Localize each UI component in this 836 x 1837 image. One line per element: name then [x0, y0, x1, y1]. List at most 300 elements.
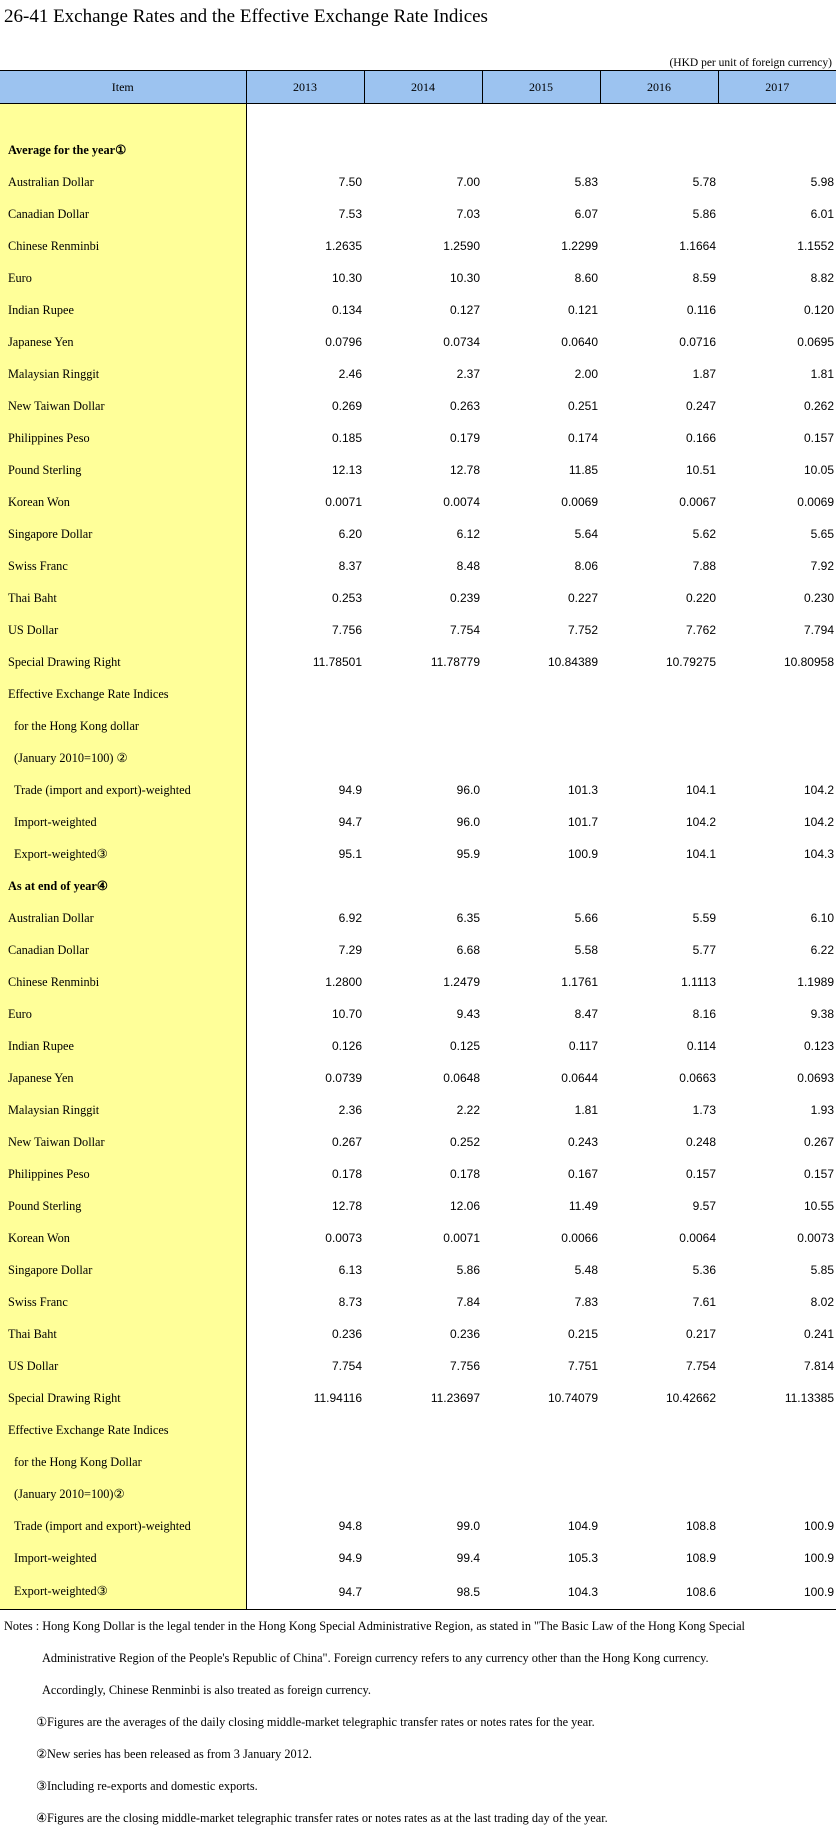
cell-value: 0.0693: [797, 1071, 834, 1085]
table-row: [0, 198, 836, 230]
spacer-row: [0, 104, 836, 135]
table-row: [0, 934, 836, 966]
cell-value: 0.0695: [797, 335, 834, 349]
cell-value: 10.84389: [547, 655, 598, 669]
table-row: [0, 422, 836, 454]
row-label: for the Hong Kong dollar: [0, 710, 246, 742]
cell-value: 0.0663: [679, 1071, 716, 1085]
cell-value: 8.02: [810, 1295, 834, 1309]
table-row: [0, 1382, 836, 1414]
row-label: Philippines Peso: [0, 422, 246, 454]
row-label: Export-weighted③: [0, 838, 246, 870]
note-line: ①Figures are the averages of the daily closing middle-market telegraphic transfer rates or notes rates for the year.: [36, 1715, 595, 1729]
cell-value: 0.0071: [325, 495, 362, 509]
cell-value: 0.239: [449, 591, 480, 605]
cell-value: 5.65: [810, 527, 834, 541]
cell-value: 0.120: [803, 303, 834, 317]
notes-section: [0, 1610, 836, 1834]
cell-value: 9.43: [456, 1007, 480, 1021]
cell-value: 10.79275: [665, 655, 716, 669]
cell-value: 104.2: [803, 783, 834, 797]
cell-value: 101.7: [567, 815, 598, 829]
cell-value: 6.12: [456, 527, 480, 541]
cell-value: 101.3: [567, 783, 598, 797]
cell-value: 0.0069: [561, 495, 598, 509]
cell-value: [364, 134, 482, 166]
cell-value: 0.178: [449, 1167, 480, 1181]
cell-value: 7.754: [449, 623, 480, 637]
cell-value: 0.179: [449, 431, 480, 445]
cell-value: 6.07: [574, 207, 598, 221]
cell-value: 0.127: [449, 303, 480, 317]
cell-value: 104.1: [685, 847, 716, 861]
cell-value: 6.68: [456, 943, 480, 957]
row-label: Effective Exchange Rate Indices: [0, 678, 246, 710]
row-label: Canadian Dollar: [0, 198, 246, 230]
table-row: [0, 614, 836, 646]
cell-value: 0.0067: [679, 495, 716, 509]
table-row: [0, 998, 836, 1030]
cell-value: 0.0716: [679, 335, 716, 349]
cell-value: 95.9: [456, 847, 480, 861]
note-line: Accordingly, Chinese Renminbi is also treated as foreign currency.: [42, 1683, 371, 1697]
row-label: Export-weighted③: [0, 1574, 246, 1610]
cell-value: 7.50: [338, 175, 362, 189]
table-row: [0, 870, 836, 902]
header-year-2013: 2013: [246, 71, 364, 104]
cell-value: 10.42662: [665, 1391, 716, 1405]
cell-value: 0.114: [686, 1039, 716, 1053]
table-row: [0, 1094, 836, 1126]
cell-value: 5.86: [692, 207, 716, 221]
cell-value: 0.262: [803, 399, 834, 413]
cell-value: [246, 742, 364, 774]
cell-value: 1.2635: [325, 239, 362, 253]
cell-value: [364, 870, 482, 902]
table-row: [0, 1030, 836, 1062]
table-row: [0, 838, 836, 870]
cell-value: 96.0: [456, 815, 480, 829]
cell-value: [364, 678, 482, 710]
cell-value: 0.167: [567, 1167, 598, 1181]
cell-value: 2.36: [338, 1103, 362, 1117]
table-row: [0, 166, 836, 198]
cell-value: 0.174: [567, 431, 598, 445]
row-label: Special Drawing Right: [0, 646, 246, 678]
cell-value: 104.2: [803, 815, 834, 829]
row-label: US Dollar: [0, 614, 246, 646]
cell-value: [364, 742, 482, 774]
cell-value: 0.0073: [325, 1231, 362, 1245]
row-label: Singapore Dollar: [0, 518, 246, 550]
cell-value: 8.37: [338, 559, 362, 573]
table-row: [0, 582, 836, 614]
cell-value: [364, 104, 482, 135]
row-label: Japanese Yen: [0, 326, 246, 358]
cell-value: 6.13: [338, 1263, 362, 1277]
cell-value: [364, 1446, 482, 1478]
cell-value: 8.48: [456, 559, 480, 573]
cell-value: [246, 134, 364, 166]
cell-value: 0.185: [331, 431, 362, 445]
cell-value: 7.751: [567, 1359, 598, 1373]
cell-value: [482, 742, 600, 774]
cell-value: 8.06: [574, 559, 598, 573]
cell-value: 104.9: [567, 1519, 598, 1533]
cell-value: 0.157: [803, 431, 834, 445]
row-label: Australian Dollar: [0, 166, 246, 198]
cell-value: 6.22: [810, 943, 834, 957]
table-row: [0, 646, 836, 678]
row-label: Malaysian Ringgit: [0, 1094, 246, 1126]
cell-value: 5.36: [692, 1263, 716, 1277]
cell-value: 0.178: [331, 1167, 362, 1181]
cell-value: [718, 134, 836, 166]
cell-value: 11.49: [568, 1199, 598, 1213]
table-row: [0, 134, 836, 166]
cell-value: 1.2479: [443, 975, 480, 989]
cell-value: 0.253: [331, 591, 362, 605]
cell-value: 5.85: [810, 1263, 834, 1277]
table-row: [0, 678, 836, 710]
cell-value: 10.74079: [547, 1391, 598, 1405]
cell-value: 7.794: [803, 623, 834, 637]
row-label: Swiss Franc: [0, 1286, 246, 1318]
cell-value: 1.73: [692, 1103, 716, 1117]
cell-value: 99.0: [456, 1519, 480, 1533]
cell-value: 0.134: [331, 303, 362, 317]
cell-value: [718, 678, 836, 710]
cell-value: [364, 1414, 482, 1446]
note-line: ②New series has been released as from 3 January 2012.: [36, 1747, 312, 1761]
row-label: for the Hong Kong Dollar: [0, 1446, 246, 1478]
cell-value: 5.48: [574, 1263, 598, 1277]
header-year-2017: 2017: [718, 71, 836, 104]
cell-value: 2.46: [338, 367, 362, 381]
cell-value: [246, 1414, 364, 1446]
cell-value: 7.752: [567, 623, 598, 637]
cell-value: 0.0071: [443, 1231, 480, 1245]
table-row: [0, 806, 836, 838]
table-body: [0, 104, 836, 1610]
cell-value: 6.01: [810, 207, 834, 221]
exchange-rate-table: [0, 71, 836, 1610]
cell-value: [718, 710, 836, 742]
cell-value: 1.81: [574, 1103, 598, 1117]
table-row: [0, 518, 836, 550]
cell-value: [600, 134, 718, 166]
cell-value: [482, 1478, 600, 1510]
cell-value: 0.252: [449, 1135, 480, 1149]
cell-value: [718, 1414, 836, 1446]
cell-value: 5.62: [692, 527, 716, 541]
cell-value: [600, 1414, 718, 1446]
row-label: Canadian Dollar: [0, 934, 246, 966]
table-row: [0, 902, 836, 934]
table-row: [0, 774, 836, 806]
cell-value: 2.22: [456, 1103, 480, 1117]
cell-value: 100.9: [803, 1551, 834, 1565]
cell-value: 1.1664: [679, 239, 716, 253]
row-label: Import-weighted: [0, 1542, 246, 1574]
cell-value: 7.762: [685, 623, 716, 637]
table-row: [0, 390, 836, 422]
row-label: New Taiwan Dollar: [0, 1126, 246, 1158]
cell-value: 108.8: [685, 1519, 716, 1533]
cell-value: 104.1: [685, 783, 716, 797]
cell-value: 12.78: [331, 1199, 362, 1213]
cell-value: 0.0064: [679, 1231, 716, 1245]
cell-value: 7.756: [449, 1359, 480, 1373]
cell-value: [246, 1446, 364, 1478]
cell-value: 8.47: [574, 1007, 598, 1021]
cell-value: [600, 742, 718, 774]
cell-value: 0.248: [685, 1135, 716, 1149]
cell-value: [246, 710, 364, 742]
cell-value: 10.05: [803, 463, 834, 477]
table-row: [0, 1542, 836, 1574]
table-row: [0, 294, 836, 326]
cell-value: 7.88: [692, 559, 716, 573]
cell-value: 100.9: [567, 847, 598, 861]
cell-value: 0.267: [803, 1135, 834, 1149]
cell-value: 1.1552: [797, 239, 834, 253]
cell-value: 1.1761: [561, 975, 598, 989]
cell-value: 95.1: [338, 847, 362, 861]
cell-value: 94.9: [338, 783, 362, 797]
cell-value: [600, 1446, 718, 1478]
cell-value: 7.29: [338, 943, 362, 957]
cell-value: 10.30: [331, 271, 362, 285]
row-label: As at end of year④: [0, 870, 246, 902]
cell-value: 11.13385: [784, 1391, 834, 1405]
cell-value: 0.126: [331, 1039, 362, 1053]
cell-value: 0.269: [331, 399, 362, 413]
row-label: Import-weighted: [0, 806, 246, 838]
table-row: [0, 1254, 836, 1286]
table-row: [0, 966, 836, 998]
table-row: [0, 742, 836, 774]
cell-value: 7.84: [456, 1295, 480, 1309]
cell-value: [482, 710, 600, 742]
row-label: US Dollar: [0, 1350, 246, 1382]
row-label: (January 2010=100)②: [0, 1478, 246, 1510]
cell-value: 0.236: [331, 1327, 362, 1341]
cell-value: 7.754: [331, 1359, 362, 1373]
table-row: [0, 230, 836, 262]
cell-value: 7.814: [803, 1359, 834, 1373]
cell-value: 7.53: [338, 207, 362, 221]
header-year-2016: 2016: [600, 71, 718, 104]
row-label: Indian Rupee: [0, 294, 246, 326]
row-label: Thai Baht: [0, 1318, 246, 1350]
cell-value: [246, 870, 364, 902]
cell-value: 7.83: [574, 1295, 598, 1309]
cell-value: 8.73: [338, 1295, 362, 1309]
cell-value: 6.20: [338, 527, 362, 541]
note-line: Administrative Region of the People's Republic of China". Foreign currency refers to any currency other than the Hong Kong currency.: [42, 1651, 709, 1665]
cell-value: 10.51: [685, 463, 716, 477]
cell-value: 0.0796: [325, 335, 362, 349]
table-row: [0, 1318, 836, 1350]
cell-value: 10.70: [331, 1007, 362, 1021]
cell-value: 12.78: [449, 463, 480, 477]
cell-value: 8.16: [692, 1007, 716, 1021]
cell-value: 0.125: [449, 1039, 480, 1053]
cell-value: 0.121: [567, 303, 598, 317]
cell-value: 0.236: [449, 1327, 480, 1341]
row-label: Singapore Dollar: [0, 1254, 246, 1286]
cell-value: 7.92: [810, 559, 834, 573]
cell-value: 1.93: [810, 1103, 834, 1117]
cell-value: [718, 870, 836, 902]
cell-value: 1.81: [810, 367, 834, 381]
cell-value: 0.227: [567, 591, 598, 605]
table-row: [0, 1222, 836, 1254]
table-row: [0, 1414, 836, 1446]
table-row: [0, 710, 836, 742]
row-label: Average for the year①: [0, 134, 246, 166]
cell-value: 11.78779: [430, 655, 480, 669]
cell-value: [482, 104, 600, 135]
cell-value: 0.247: [685, 399, 716, 413]
table-row: [0, 1158, 836, 1190]
cell-value: 0.0739: [325, 1071, 362, 1085]
row-label: Thai Baht: [0, 582, 246, 614]
cell-value: 0.0640: [561, 335, 598, 349]
cell-value: [364, 1478, 482, 1510]
row-label: Pound Sterling: [0, 1190, 246, 1222]
row-label: Philippines Peso: [0, 1158, 246, 1190]
cell-value: 1.1989: [797, 975, 834, 989]
cell-value: 0.0734: [443, 335, 480, 349]
cell-value: 100.9: [803, 1519, 834, 1533]
cell-value: 5.98: [810, 175, 834, 189]
cell-value: 0.241: [803, 1327, 834, 1341]
cell-value: 7.00: [456, 175, 480, 189]
cell-value: [718, 104, 836, 135]
cell-value: 5.59: [692, 911, 716, 925]
header-year-2014: 2014: [364, 71, 482, 104]
cell-value: 0.0644: [561, 1071, 598, 1085]
table-row: [0, 550, 836, 582]
table-row: [0, 262, 836, 294]
cell-value: 0.0069: [797, 495, 834, 509]
cell-value: 6.92: [338, 911, 362, 925]
row-label: Chinese Renminbi: [0, 230, 246, 262]
cell-value: 1.2299: [561, 239, 598, 253]
cell-value: 8.60: [574, 271, 598, 285]
cell-value: 5.77: [692, 943, 716, 957]
table-row: [0, 1190, 836, 1222]
table-row: [0, 1510, 836, 1542]
cell-value: [246, 678, 364, 710]
cell-value: 96.0: [456, 783, 480, 797]
cell-value: 94.7: [338, 815, 362, 829]
table-row: [0, 326, 836, 358]
cell-value: 5.64: [574, 527, 598, 541]
cell-value: 10.30: [449, 271, 480, 285]
cell-value: [246, 1478, 364, 1510]
cell-value: 0.251: [567, 399, 598, 413]
cell-value: 10.80958: [783, 655, 834, 669]
cell-value: 11.85: [568, 463, 598, 477]
cell-value: 0.157: [803, 1167, 834, 1181]
cell-value: 104.2: [685, 815, 716, 829]
table-row: [0, 1350, 836, 1382]
cell-value: [718, 1478, 836, 1510]
row-label: Indian Rupee: [0, 1030, 246, 1062]
unit-label: (HKD per unit of foreign currency): [669, 57, 832, 69]
cell-value: [482, 1446, 600, 1478]
table-row: [0, 454, 836, 486]
row-label: Korean Won: [0, 486, 246, 518]
cell-value: 2.37: [456, 367, 480, 381]
cell-value: 0.0648: [443, 1071, 480, 1085]
cell-value: 7.61: [692, 1295, 716, 1309]
cell-value: [246, 104, 364, 135]
cell-value: 1.2800: [325, 975, 362, 989]
page-title: 26-41 Exchange Rates and the Effective Exchange Rate Indices: [4, 6, 488, 27]
row-label: [0, 104, 246, 135]
cell-value: 10.55: [803, 1199, 834, 1213]
row-label: Trade (import and export)-weighted: [0, 1510, 246, 1542]
cell-value: 9.38: [810, 1007, 834, 1021]
cell-value: [600, 710, 718, 742]
cell-value: 0.217: [685, 1327, 716, 1341]
cell-value: 6.35: [456, 911, 480, 925]
table-row: [0, 1062, 836, 1094]
row-label: Korean Won: [0, 1222, 246, 1254]
cell-value: [600, 678, 718, 710]
cell-value: 5.83: [574, 175, 598, 189]
cell-value: 94.9: [338, 1551, 362, 1565]
table-row: [0, 358, 836, 390]
cell-value: 1.87: [692, 367, 716, 381]
cell-value: 9.57: [692, 1199, 716, 1213]
cell-value: 8.82: [810, 271, 834, 285]
cell-value: 108.6: [600, 1574, 718, 1610]
cell-value: 104.3: [482, 1574, 600, 1610]
row-label: Trade (import and export)-weighted: [0, 774, 246, 806]
cell-value: 8.59: [692, 271, 716, 285]
cell-value: [482, 870, 600, 902]
row-label: (January 2010=100) ②: [0, 742, 246, 774]
cell-value: 0.0066: [561, 1231, 598, 1245]
cell-value: 105.3: [567, 1551, 598, 1565]
cell-value: 12.06: [449, 1199, 480, 1213]
row-label: Euro: [0, 998, 246, 1030]
table-row: [0, 1286, 836, 1318]
cell-value: 0.0074: [443, 495, 480, 509]
header-row: [0, 71, 836, 104]
table-row: [0, 1126, 836, 1158]
note-line: ③Including re-exports and domestic exports.: [36, 1779, 258, 1793]
cell-value: 94.8: [338, 1519, 362, 1533]
cell-value: [482, 678, 600, 710]
cell-value: [718, 1446, 836, 1478]
table-row: [0, 1574, 836, 1610]
cell-value: 99.4: [456, 1551, 480, 1565]
cell-value: [600, 870, 718, 902]
cell-value: 108.9: [685, 1551, 716, 1565]
row-label: New Taiwan Dollar: [0, 390, 246, 422]
table-row: [0, 1478, 836, 1510]
cell-value: 94.7: [246, 1574, 364, 1610]
cell-value: 6.10: [810, 911, 834, 925]
cell-value: 104.3: [803, 847, 834, 861]
cell-value: 0.267: [331, 1135, 362, 1149]
